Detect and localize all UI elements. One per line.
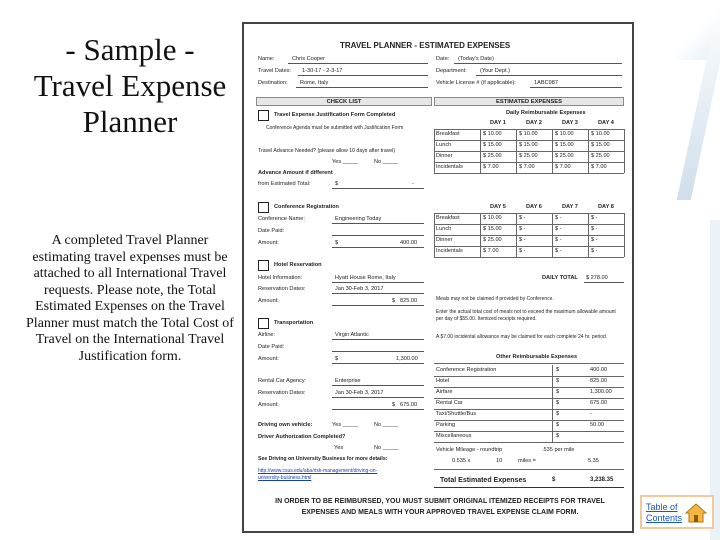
hotel-currency: $ [392,298,396,304]
grid-line [434,257,624,258]
slide-body-text: A completed Travel Planner estimating travel expenses must be attached to all International Travel requests. Please note, the Total Estimated Expenses on the Travel Planner must match the Total Cost of Travel on the International Travel Justification form. [26,233,234,364]
mileage-miles: 10 [496,458,503,464]
yes-option: Yes _____ [332,159,359,165]
home-icon[interactable] [685,503,707,523]
yes-option: Yes _____ [332,422,359,428]
conference-registration-title: Conference Registration [274,204,339,210]
hotel-amount-value: 825.00 [400,298,418,304]
driving-policy-link-line2: university-business.html [258,475,312,481]
form-title: TRAVEL PLANNER - ESTIMATED EXPENSES [340,41,511,50]
daily-top-cell: $ 7.00 [519,164,535,170]
mileage-value: 5.35 [588,458,599,464]
no-option: No _____ [374,159,399,165]
daily-top-row-label: Dinner [436,153,453,159]
other-expense-currency: $ [556,400,560,406]
amount-label: Amount: [258,356,279,362]
daily-top-cell: $ 10.00 [555,131,574,137]
advance-amount-label: Advance Amount if different [258,170,333,176]
daily-bottom-cell: $ 25.00 [483,237,502,243]
daily-expenses-title: Daily Reimbursable Expenses [506,110,586,116]
other-expense-label: Miscellaneous [436,433,472,439]
department-label: Department: [436,68,467,74]
advance-currency: $ [335,181,339,187]
daily-top-cell: $ 10.00 [519,131,538,137]
reservation-dates-label: Reservation Dates: [258,286,306,292]
decorative-stripe [710,220,720,540]
department-value: (Your Dept.) [480,68,510,74]
mileage-label: Vehicle Mileage - roundtrip [436,447,503,453]
see-driving-label: See Driving on University Business for more details: [258,456,388,462]
grid-line [434,235,624,236]
meals-note: Meals may not be claimed if provided by Conference. [436,296,554,302]
checkbox [258,318,269,329]
other-expense-label: Conference Registration [436,367,497,373]
grid-line [434,140,624,141]
daily-top-row-label: Lunch [436,142,452,148]
daily-top-cell: $ 25.00 [519,153,538,159]
grid-line [434,387,624,388]
daily-bottom-cell: $ - [555,248,562,254]
other-expense-value: 50.00 [590,422,604,428]
daily-bottom-cell: $ - [555,215,562,221]
transport-currency: $ [335,356,339,362]
daily-bottom-day-header: DAY 5 [490,204,506,210]
daily-top-cell: $ 10.00 [591,131,610,137]
table-of-contents-button[interactable] [640,495,714,529]
date-value: (Today's Date) [458,56,494,62]
transportation-title: Transportation [274,320,314,326]
daily-bottom-row-label: Dinner [436,237,453,243]
daily-top-day-header: DAY 2 [526,120,542,126]
daily-top-cell: $ 7.00 [555,164,571,170]
grid-line [516,129,517,173]
reimbursement-notice-line2: EXPENSES AND MEALS WITH YOUR APPROVED TRAVEL EXPENSE CLAIM FORM. [301,509,579,516]
travel-dates-label: Travel Dates: [258,68,292,74]
daily-bottom-cell: $ - [555,226,562,232]
grid-line [516,213,517,257]
total-currency: $ [552,477,556,483]
other-expense-label: Airfare [436,389,453,395]
daily-bottom-cell: $ - [591,248,598,254]
transport-amount-value: 1,300.00 [396,356,418,362]
checklist-header: CHECK LIST [256,97,432,106]
daily-bottom-cell: $ 10.00 [483,215,502,221]
date-paid-label: Date Paid: [258,344,285,350]
daily-bottom-cell: $ - [519,215,526,221]
grid-line [434,151,624,152]
daily-bottom-cell: $ 7.00 [483,248,499,254]
travel-dates-value: 1-30-17 - 2-3-17 [302,68,343,74]
daily-top-cell: $ 15.00 [519,142,538,148]
grid-line [434,246,624,247]
grid-line [434,129,624,130]
daily-top-day-header: DAY 1 [490,120,506,126]
driving-policy-link-line1: http://www.csus.edu/aba/risk-management/driving-on- [258,468,378,474]
daily-top-day-header: DAY 3 [562,120,578,126]
grid-line [552,129,553,173]
daily-bottom-cell: $ - [555,237,562,243]
total-estimated-value: 3,238.35 [590,477,614,483]
airline-label: Airline: [258,332,276,338]
mileage-rate-factor: 0.535 x [452,458,471,464]
license-value: 1ABC987 [534,80,558,86]
other-expense-label: Hotel [436,378,450,384]
daily-top-cell: $ 7.00 [483,164,499,170]
daily-bottom-cell: $ - [519,237,526,243]
other-expense-value: 1,300.00 [590,389,612,395]
rental-amount-value: 675.00 [400,402,418,408]
grid-line [434,431,624,432]
grid-line [480,213,481,257]
date-paid-label: Date Paid: [258,228,285,234]
other-expense-currency: $ [556,389,560,395]
grid-line [552,365,553,442]
daily-bottom-cell: $ - [591,237,598,243]
daily-top-cell: $ 15.00 [591,142,610,148]
grid-line [434,173,624,174]
daily-top-day-header: DAY 4 [598,120,614,126]
date-label: Date: [436,56,450,62]
grid-line [434,442,624,443]
other-expense-currency: $ [556,411,560,417]
other-expense-label: Taxi/Shuttle/Bus [436,411,477,417]
daily-top-cell: $ 10.00 [483,131,502,137]
grid-line [624,129,625,173]
travel-planner-form-image [242,22,634,533]
total-estimated-label: Total Estimated Expenses [440,477,527,484]
amount-label: Amount: [258,298,279,304]
grid-line [434,213,624,214]
other-expense-value: 825.00 [590,378,608,384]
mileage-miles-label: miles = [518,458,536,464]
no-option: No _____ [374,445,399,451]
name-label: Name: [258,56,275,62]
daily-total-label: DAILY TOTAL [542,275,578,281]
grid-line [434,129,435,173]
name-value: Chris Cooper [292,56,325,62]
daily-top-cell: $ 25.00 [591,153,610,159]
amount-label: Amount: [258,402,279,408]
daily-bottom-cell: $ - [519,248,526,254]
justification-title: Travel Expense Justification Form Completed [274,112,396,118]
daily-bottom-row-label: Breakfast [436,215,460,221]
grid-line [588,213,589,257]
daily-bottom-cell: $ - [519,226,526,232]
rental-currency: $ [392,402,396,408]
other-expense-value: - [590,411,592,417]
daily-top-row-label: Breakfast [436,131,460,137]
reservation-dates-label: Reservation Dates: [258,390,306,396]
daily-top-cell: $ 15.00 [555,142,574,148]
license-label: Vehicle License # (if applicable): [436,80,516,86]
driver-authorization-label: Driver Authorization Completed? [258,434,346,440]
no-option: No _____ [374,422,399,428]
mileage-rate: .535 per mile [542,447,575,453]
conference-currency: $ [335,240,339,246]
other-expense-currency: $ [556,378,560,384]
rental-agency-value: Enterprise [335,378,361,384]
other-expenses-title: Other Reimbursable Expenses [496,354,578,360]
daily-bottom-day-header: DAY 7 [562,204,578,210]
grid-line [434,213,435,257]
travel-advance-label: Travel Advance Needed? (please allow 10 days after travel) [258,148,396,154]
grid-line [434,420,624,421]
yes-option: Yes [334,445,344,451]
daily-total-value: $ 278.00 [586,275,608,281]
rental-dates-value: Jan 30-Feb 3, 2017 [335,390,384,396]
daily-top-cell: $ 25.00 [555,153,574,159]
daily-bottom-cell: $ - [591,215,598,221]
daily-bottom-cell: $ - [591,226,598,232]
daily-bottom-cell: $ 15.00 [483,226,502,232]
other-expense-value: 400.00 [590,367,608,373]
other-expense-value: 675.00 [590,400,608,406]
checkbox [258,110,269,121]
daily-bottom-row-label: Incidentals [436,248,463,254]
checkbox [258,260,269,271]
justification-note: Conference Agenda must be submitted with Justification Form [266,125,404,131]
hotel-reservation-title: Hotel Reservation [274,262,322,268]
conference-name-value: Engineering Today [335,216,382,222]
other-expense-currency: $ [556,433,560,439]
hotel-information-value: Hyatt House Rome, Italy [335,275,396,281]
grid-line [434,376,624,377]
other-expense-label: Rental Car [436,400,463,406]
grid-line [552,213,553,257]
other-expense-label: Parking [436,422,455,428]
rental-agency-label: Rental Car Agency: [258,378,307,384]
hotel-dates-value: Jan 30-Feb 3, 2017 [335,286,384,292]
grid-line [588,129,589,173]
incidental-note: A $7.00 incidental allowance may be claimed for each complete 24 hr. period. [436,334,608,340]
grid-line [480,129,481,173]
table-of-contents-link[interactable]: Table of Contents [646,502,683,523]
amount-label: Amount: [258,240,279,246]
driving-own-vehicle-label: Driving own vehicle: [258,422,313,428]
estimated-expenses-header: ESTIMATED EXPENSES [434,97,624,106]
checkbox [258,202,269,213]
other-expense-currency: $ [556,367,560,373]
daily-top-cell: $ 15.00 [483,142,502,148]
grid-line [434,409,624,410]
conference-amount-value: 400.00 [400,240,418,246]
slide-title: - Sample - Travel Expense Planner [33,32,227,139]
grid-line [434,398,624,399]
advance-amount-value: - [412,181,414,187]
destination-value: Rome, Italy [300,80,329,86]
destination-label: Destination: [258,80,288,86]
grid-line [624,213,625,257]
grid-line [434,162,624,163]
hotel-information-label: Hotel Information: [258,275,303,281]
meals-max-note: Enter the actual total cost of meals not to exceed the maximum allowable amount per day of $55.00. Itemized receipts required. [436,309,616,322]
airline-value: Virgin Atlantic [335,332,369,338]
grid-line [434,224,624,225]
reimbursement-notice-line1: IN ORDER TO BE REIMBURSED, YOU MUST SUBMIT ORIGINAL ITEMIZED RECEIPTS FOR TRAVEL [275,498,605,505]
daily-bottom-day-header: DAY 8 [598,204,614,210]
daily-top-row-label: Incidentals [436,164,463,170]
daily-top-cell: $ 25.00 [483,153,502,159]
other-expense-currency: $ [556,422,560,428]
daily-top-cell: $ 7.00 [591,164,607,170]
daily-bottom-row-label: Lunch [436,226,452,232]
daily-bottom-day-header: DAY 6 [526,204,542,210]
conference-name-label: Conference Name: [258,216,305,222]
from-estimated-label: from Estimated Total: [258,181,311,187]
